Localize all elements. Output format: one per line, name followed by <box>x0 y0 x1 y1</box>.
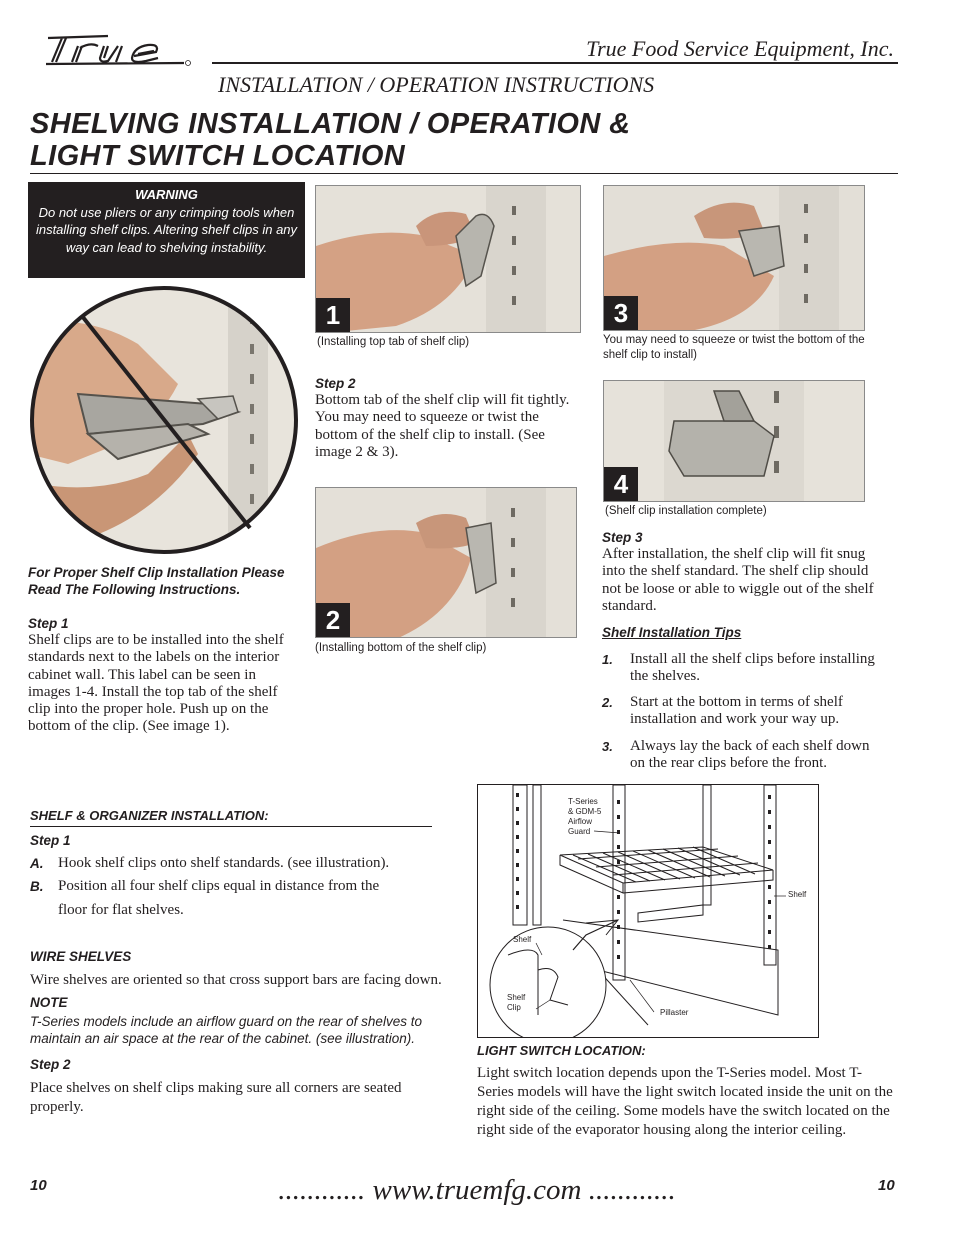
shelf-diagram-drawing <box>478 785 818 1037</box>
label-line: Guard <box>568 827 591 836</box>
note-text: T-Series models include an airflow guard on the rear of shelves to maintain an air space at the rear of the cabinet. (see illustration). <box>30 1014 422 1046</box>
photo-4 <box>603 380 865 502</box>
item-text: Hook shelf clips onto shelf standards. (see illustration). <box>58 855 390 871</box>
shelf-step1-title: Step 1 <box>30 833 71 848</box>
tips-title: Shelf Installation Tips <box>602 625 742 640</box>
list-item <box>30 878 460 898</box>
wire-shelves-text: Wire shelves are oriented so that cross support bars are facing down. <box>30 972 442 988</box>
shelf-organizer-title: SHELF & ORGANIZER INSTALLATION: <box>30 808 269 823</box>
shelf-organizer-rule <box>30 826 432 827</box>
photo-2 <box>315 487 577 638</box>
light-switch-text: Light switch location depends upon the T-Series model. Most T-Series models will have the light switch located inside the unit on the right side of the ceiling. Some models have the switch located on the right side of the evaporator housing along the interior ceiling. <box>477 1065 893 1138</box>
intro-instructions: For Proper Shelf Clip Installation Please Read The Following Instructions. <box>28 565 285 597</box>
header-rule <box>212 62 898 64</box>
tip-text: Start at the bottom in terms of shelf installation and work your way up. <box>630 694 843 728</box>
mid-step2-title: Step 2 <box>315 376 356 391</box>
shelf-step2-text: Place shelves on shelf clips making sure all corners are seated properly. <box>30 1080 402 1115</box>
footer-url: ............ www.truemfg.com ............ <box>278 1174 676 1206</box>
title-line-2: LIGHT SWITCH LOCATION <box>30 140 406 172</box>
image-number-2: 2 <box>316 603 350 637</box>
label-line: Shelf <box>507 993 526 1002</box>
tip-number: 1. <box>602 652 613 667</box>
label-line: Airflow <box>568 817 593 826</box>
tip-number: 2. <box>602 695 613 710</box>
image-number-4: 4 <box>604 467 638 501</box>
tip-text: Always lay the back of each shelf down on the rear clips before the front. <box>630 738 870 772</box>
left-step1-text: Shelf clips are to be installed into the shelf standards next to the labels on the interior cabinet wall. This label can be seen in images 1-4. Install the top tab of the shelf clip into the proper hole. Push up on the bottom of the clip. (See image 1). <box>28 632 284 735</box>
label-pillaster: Pillaster <box>660 1008 689 1017</box>
label-line: Clip <box>507 1003 521 1012</box>
image-number-1: 1 <box>316 298 350 332</box>
tip-item <box>602 694 892 730</box>
no-pliers-illustration <box>28 284 300 556</box>
note-title: NOTE <box>30 995 68 1010</box>
right-step3-title: Step 3 <box>602 530 643 545</box>
tip-item <box>602 651 892 687</box>
tip-text: Install all the shelf clips before installing the shelves. <box>630 651 875 685</box>
mid-step2-text: Bottom tab of the shelf clip will fit tightly. You may need to squeeze or twist the bottom of the shelf clip to install. (See image 2 & 3). <box>315 392 570 460</box>
right-step3-text: After installation, the shelf clip will fit snug into the shelf standard. The shelf clip should not be loose or able to wiggle out of the shelf standard. <box>602 546 874 614</box>
caption-4: (Shelf clip installation complete) <box>605 505 767 517</box>
page-number-left: 10 <box>30 1177 47 1194</box>
item-b-continued: floor for flat shelves. <box>58 902 184 918</box>
page-number-right: 10 <box>878 1177 895 1194</box>
image-number-3: 3 <box>604 296 638 330</box>
shelf-step2-title: Step 2 <box>30 1057 71 1072</box>
company-name: True Food Service Equipment, Inc. <box>586 36 894 61</box>
list-item <box>30 855 460 875</box>
page-title <box>30 108 630 172</box>
wire-shelves-title: WIRE SHELVES <box>30 949 132 964</box>
caption-3: You may need to squeeze or twist the bottom of the shelf clip to install) <box>603 334 865 361</box>
item-letter: A. <box>30 856 44 871</box>
photo-1 <box>315 185 581 333</box>
photo-3 <box>603 185 865 331</box>
label-line: & GDM-5 <box>568 807 602 816</box>
title-line-1: SHELVING INSTALLATION / OPERATION & <box>30 108 631 140</box>
warning-box <box>28 182 305 278</box>
label-shelf-clip <box>507 993 525 1013</box>
true-logo <box>38 30 198 70</box>
caption-2: (Installing bottom of the shelf clip) <box>315 642 487 654</box>
label-line: T-Series <box>568 797 598 806</box>
tip-item <box>602 738 892 774</box>
item-letter: B. <box>30 879 44 894</box>
warning-text: Do not use pliers or any crimping tools when installing shelf clips. Altering shelf clips in any way can lead to shelving instability. <box>35 204 298 255</box>
light-switch-title: LIGHT SWITCH LOCATION: <box>477 1043 646 1058</box>
shelf-diagram <box>477 784 819 1038</box>
warning-title: WARNING <box>135 187 198 202</box>
label-shelf-right: Shelf <box>788 890 807 899</box>
left-step1-title: Step 1 <box>28 616 69 631</box>
title-rule <box>30 173 898 174</box>
label-shelf-inset: Shelf <box>513 935 532 944</box>
caption-1: (Installing top tab of shelf clip) <box>317 336 470 348</box>
label-airflow-guard <box>568 797 601 837</box>
subtitle: INSTALLATION / OPERATION INSTRUCTIONS <box>218 72 655 97</box>
item-text: Position all four shelf clips equal in distance from the <box>58 878 380 894</box>
tip-number: 3. <box>602 739 613 754</box>
